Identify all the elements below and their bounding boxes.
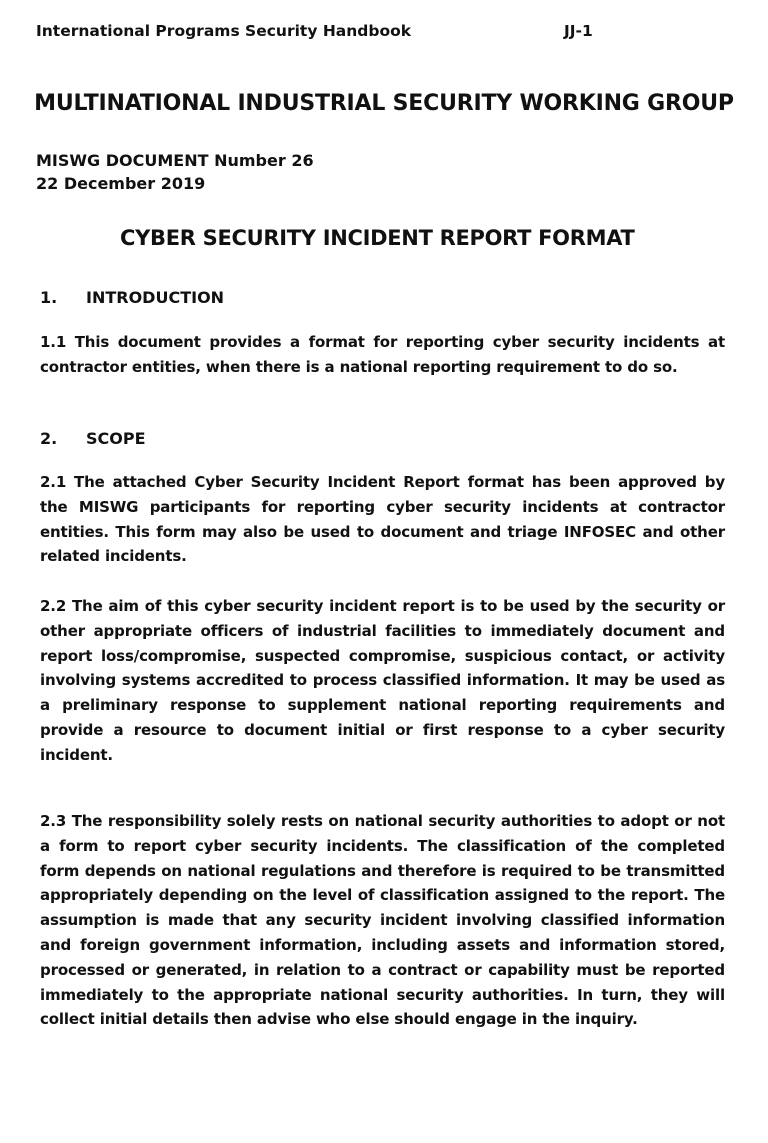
document-date: 22 December 2019: [36, 174, 206, 193]
section-heading-scope: [40, 428, 146, 450]
document-number: MISWG DOCUMENT Number 26: [36, 151, 314, 170]
section-number: 1.: [40, 288, 58, 307]
working-group-title: MULTINATIONAL INDUSTRIAL SECURITY WORKING GROUP: [34, 91, 734, 116]
paragraph-2-2: 2.2 The aim of this cyber security incident report is to be used by the security or other appropriate officers of industrial facilities to immediately document and report loss/compromise, suspected compromise, suspicious contact, or activity involving systems accredited to process classified information. It may be used as a preliminary response to supplement national reporting requirements and provide a resource to document initial or first response to a cyber security incident.: [40, 597, 725, 764]
section-heading-introduction: [40, 287, 224, 309]
section-title: INTRODUCTION: [86, 288, 225, 307]
page-number: JJ-1: [564, 22, 593, 40]
paragraph-1-1: 1.1 This document provides a format for reporting cyber security incidents at contractor entities, when there is a national reporting requirement to do so.: [40, 333, 725, 376]
paragraph-2-1: 2.1 The attached Cyber Security Incident Report format has been approved by the MISWG participants for reporting cyber security incidents at contractor entities. This form may also be used to document and triage INFOSEC and other related incidents.: [40, 473, 725, 566]
paragraph-2-3: 2.3 The responsibility solely rests on national security authorities to adopt or not a form to report cyber security incidents. The classification of the completed form depends on national regulations and therefore is required to be transmitted appropriately depending on the level of classification assigned to the report. The assumption is made that any security incident involving classified information and foreign government information, including assets and information stored, processed or generated, in relation to a contract or capability must be reported immediately to the appropriate national security authorities. In turn, they will collect initial details then advise who else should engage in the inquiry.: [40, 812, 725, 1029]
section-number: 2.: [40, 429, 58, 448]
report-title: CYBER SECURITY INCIDENT REPORT FORMAT: [120, 226, 635, 250]
running-header: [36, 22, 726, 44]
section-title: SCOPE: [86, 429, 146, 448]
handbook-name: International Programs Security Handbook: [36, 22, 412, 40]
